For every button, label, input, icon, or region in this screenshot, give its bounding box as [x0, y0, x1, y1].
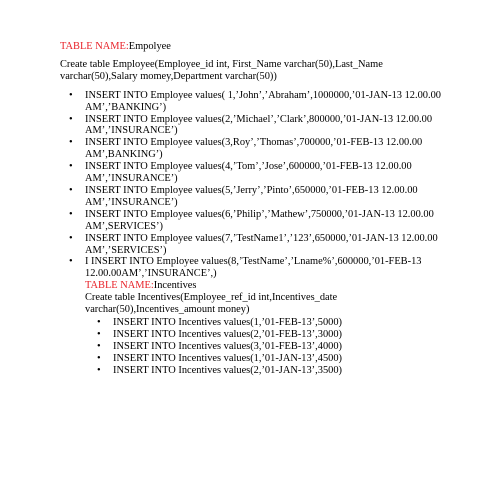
list-item: [69, 232, 455, 257]
insert-statement: INSERT INTO Employee values(3,Roy’,’Thomas’,700000,’01-FEB-13 12.00.00 AM’,BANKING’): [85, 137, 423, 161]
bullet-icon: •: [69, 256, 73, 268]
insert-statement: INSERT INTO Incentives values(1,’01-FEB-13’,5000): [113, 316, 342, 328]
list-item: [97, 316, 455, 329]
bullet-icon: •: [97, 316, 101, 328]
bullet-icon: •: [97, 364, 101, 376]
employee-table-name: Empolyee: [128, 41, 171, 52]
insert-statement: INSERT INTO Incentives values(2,’01-FEB-13’,3000): [113, 328, 342, 340]
bullet-icon: •: [97, 328, 101, 340]
employee-insert-list: [60, 90, 455, 377]
insert-statement: INSERT INTO Employee values(2,’Michael’,’Clark’,800000,’01-JAN-13 12.00.00 AM’,’INSURANCE’): [85, 113, 433, 137]
bullet-icon: •: [97, 352, 101, 364]
insert-statement: INSERT INTO Employee values(7,’TestName1’,’123’,650000,’01-JAN-13 12.00.00 AM’,’SERVICES’): [85, 232, 438, 256]
bullet-icon: •: [69, 89, 73, 101]
bullet-icon: •: [69, 161, 73, 173]
list-item: [69, 161, 455, 185]
insert-statement: INSERT INTO Employee values(5,’Jerry’,’Pinto’,650000,’01-FEB-13 12.00.00 AM’,’INSURANCE’): [85, 184, 418, 208]
bullet-icon: •: [97, 340, 101, 352]
list-item: [69, 184, 455, 209]
bullet-icon: •: [69, 232, 73, 244]
insert-statement: INSERT INTO Incentives values(1,’01-JAN-13’,4500): [113, 352, 342, 364]
incentives-create-statement: Create table Incentives(Employee_ref_id int,Incentives_date varchar(50),Incentives_amount money): [85, 292, 338, 316]
insert-statement: INSERT INTO Incentives values(2,’01-JAN-13’,3500): [113, 364, 342, 376]
insert-statement: INSERT INTO Employee values(6,’Philip’,’Mathew’,750000,’01-JAN-13 12.00.00 AM’,SERVICES’): [85, 208, 434, 232]
insert-statement: INSERT INTO Employee values(4,’Tom’,’Jose’,600000,’01-FEB-13 12.00.00 AM’,’INSURANCE’): [85, 161, 412, 185]
list-item: [69, 89, 455, 114]
employee-table-label: TABLE NAME:: [60, 41, 129, 52]
list-item: [97, 340, 455, 353]
incentives-table-heading: [85, 280, 455, 292]
incentives-table-label: TABLE NAME:: [85, 280, 154, 292]
bullet-icon: •: [69, 208, 73, 220]
incentives-insert-list: [85, 317, 455, 377]
list-item: [69, 256, 455, 376]
list-item: [69, 208, 455, 233]
insert-statement: I INSERT INTO Employee values(8,’TestName’,’Lname%’,600000,’01-FEB-13 12.00.00AM’,’INSURANCE’,): [85, 256, 422, 280]
incentives-section: [85, 280, 455, 376]
bullet-icon: •: [69, 137, 73, 149]
insert-statement: INSERT INTO Employee values( 1,’John’,’Abraham’,1000000,’01-JAN-13 12.00.00 AM’,’BANKING’): [85, 89, 441, 113]
bullet-icon: •: [69, 113, 73, 125]
incentives-table-name: Incentives: [153, 280, 197, 292]
insert-statement: INSERT INTO Incentives values(3,’01-FEB-13’,4000): [113, 340, 342, 352]
list-item: [97, 328, 455, 341]
list-item: [97, 352, 455, 365]
employee-table-heading: [60, 41, 455, 53]
list-item: [97, 364, 455, 377]
employee-create-statement: Create table Employee(Employee_id int, First_Name varchar(50),Last_Name varchar(50),Salary momey,Department varchar(50)): [60, 58, 383, 82]
bullet-icon: •: [69, 184, 73, 196]
list-item: [69, 113, 455, 138]
list-item: [69, 137, 455, 161]
